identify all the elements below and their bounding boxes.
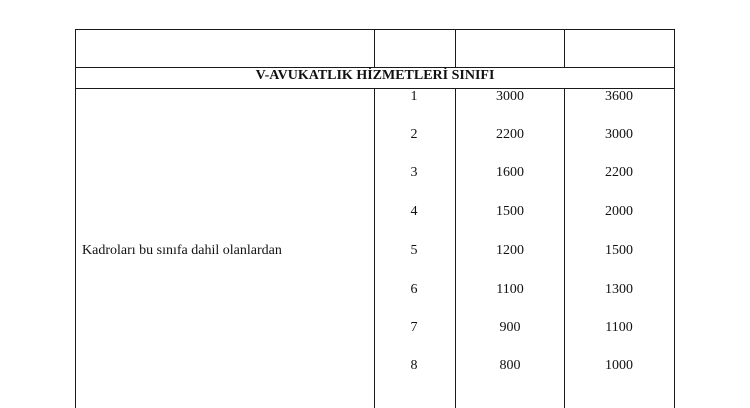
value-cell-a: 3000: [496, 89, 524, 104]
section-title: V-AVUKATLIK HİZMETLERİ SINIFI: [255, 68, 495, 83]
value-cell-b: 1300: [605, 282, 633, 297]
value-cell-b: 2000: [605, 204, 633, 219]
column-divider-1-header: [374, 29, 375, 67]
value-cell-b: 2200: [605, 165, 633, 180]
value-cell-b: 3000: [605, 127, 633, 142]
degree-cell: 3: [410, 165, 418, 180]
table-row: [0, 165, 750, 181]
degree-cell: 1: [410, 89, 418, 104]
value-cell-a: 1200: [496, 243, 524, 258]
degree-cell: 4: [410, 204, 418, 219]
value-cell-b: 3600: [605, 89, 633, 104]
table-top-border: [75, 29, 675, 30]
value-cell-a: 2200: [496, 127, 524, 142]
value-cell-b: 1000: [605, 358, 633, 373]
table-row: [0, 204, 750, 220]
degree-cell: 5: [410, 243, 418, 258]
table-row: [0, 243, 750, 259]
degree-cell: 6: [410, 282, 418, 297]
degree-cell: 8: [410, 358, 418, 373]
column-divider-3-header: [564, 29, 565, 67]
row-group-label: Kadroları bu sınıfa dahil olanlardan: [82, 243, 282, 258]
table-row: [0, 358, 750, 374]
table-row: [0, 320, 750, 336]
degree-cell: 7: [410, 320, 418, 335]
table-row: [0, 127, 750, 143]
table-row: [0, 89, 750, 105]
value-cell-b: 1100: [605, 320, 633, 335]
table-row: [0, 282, 750, 298]
degree-cell: 2: [410, 127, 418, 142]
value-cell-b: 1500: [605, 243, 633, 258]
value-cell-a: 1500: [496, 204, 524, 219]
value-cell-a: 900: [499, 320, 521, 335]
value-cell-a: 1100: [496, 282, 524, 297]
value-cell-a: 1600: [496, 165, 524, 180]
value-cell-a: 800: [499, 358, 521, 373]
column-divider-2-header: [455, 29, 456, 67]
